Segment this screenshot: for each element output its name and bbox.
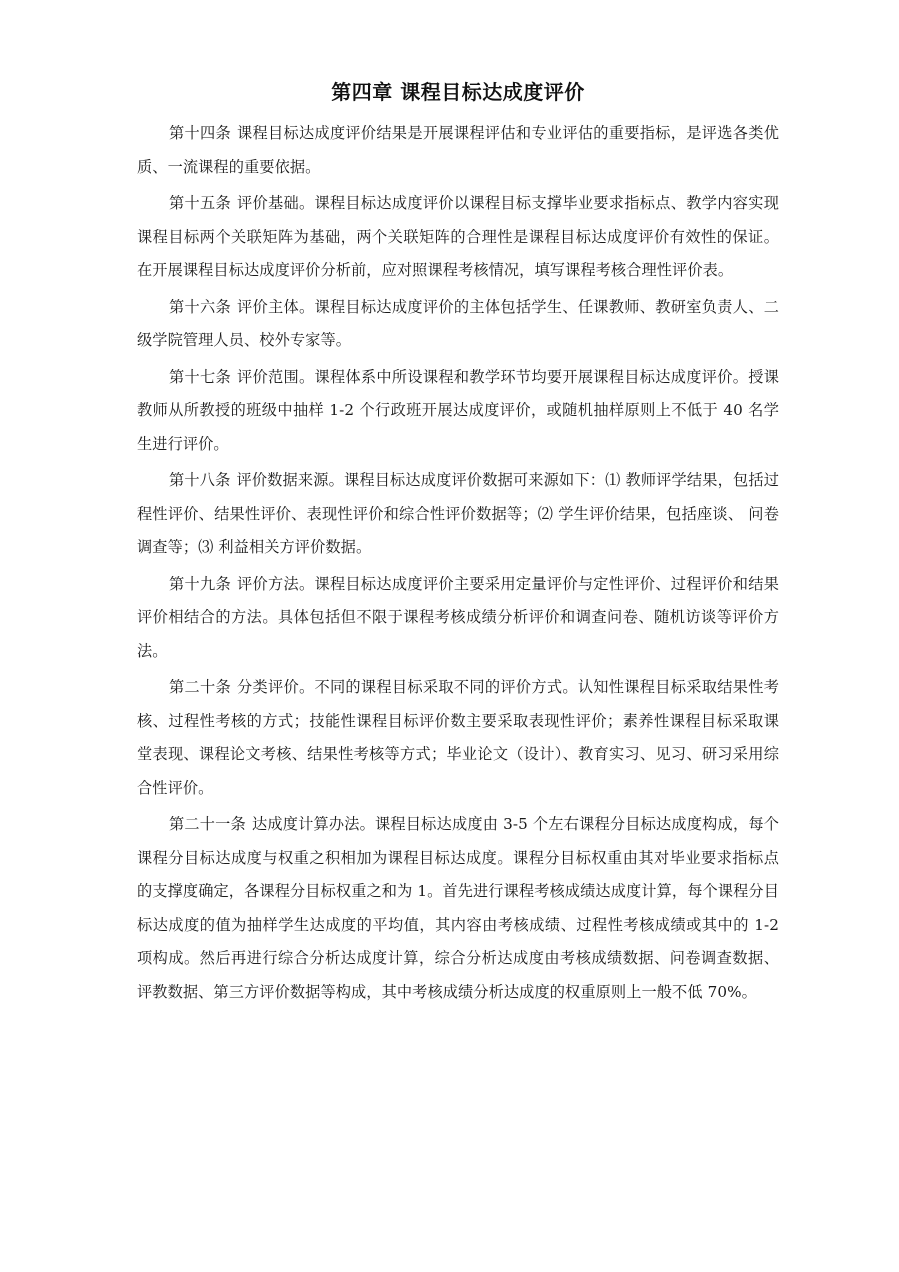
article-14 <box>137 117 779 184</box>
article-number: 第十六条 <box>169 297 231 316</box>
article-number: 第十五条 <box>169 194 231 212</box>
article-18 <box>137 464 779 565</box>
article-16 <box>137 291 779 358</box>
article-number: 第十四条 <box>169 124 231 142</box>
article-text: 课程目标达成度评价结果是开展课程评估和专业评估的重要指标，是评选各类优质、一流课程的重要依据。 <box>137 124 780 176</box>
article-number: 第十七条 <box>169 367 231 386</box>
document-page <box>137 76 779 1012</box>
article-number: 第二十条 <box>169 678 231 696</box>
article-number: 第十八条 <box>169 471 231 489</box>
article-text: 评价主体。课程目标达成度评价的主体包括学生、任课教师、教研室负责人、二级学院管理人员、校外专家等。 <box>137 297 780 349</box>
article-19 <box>137 568 779 669</box>
article-20 <box>137 671 779 805</box>
article-text: 分类评价。不同的课程目标采取不同的评价方式。认知性课程目标采取结果性考核、过程性考核的方式；技能性课程目标评价数主要采取表现性评价；素养性课程目标采取课堂表现、课程论文考核、结果性考核等方式；毕业论文（设计）、教育实习、见习、研习采用综合性评价。 <box>137 678 780 797</box>
article-text: 评价范围。课程体系中所设课程和教学环节均要开展课程目标达成度评价。授课教师从所教授的班级中抽样 1-2 个行政班开展达成度评价，或随机抽样原则上不低于 40 名学生进行评价。 <box>137 367 780 453</box>
article-number: 第十九条 <box>169 574 231 593</box>
article-text: 达成度计算办法。课程目标达成度由 3-5 个左右课程分目标达成度构成，每个课程分目标达成度与权重之积相加为课程目标达成度。课程分目标权重由其对毕业要求指标点的支撑度确定，各课程分目标权重之和为 1。首先进行课程考核成绩达成度计算，每个课程分目标达成度的值为抽样学生达成度的平均值，其内容由考核成绩、过程性考核成绩或其中的 1-2 项构成。然后再进行综合分析达成度计算，综合分析达成度由考核成绩数据、问卷调查数据、评教数据、第三方评价数据等构成，其中考核成绩分析达成度的权重原则上一般不低 70%。 <box>137 815 780 1001</box>
article-17 <box>137 361 779 462</box>
chapter-title: 第四章 课程目标达成度评价 <box>331 80 585 104</box>
article-text: 评价基础。课程目标达成度评价以课程目标支撑毕业要求指标点、教学内容实现课程目标两个关联矩阵为基础，两个关联矩阵的合理性是课程目标达成度评价有效性的保证。在开展课程目标达成度评价分析前，应对照课程考核情况，填写课程考核合理性评价表。 <box>137 194 780 279</box>
article-15 <box>137 187 779 288</box>
article-text: 评价数据来源。课程目标达成度评价数据可来源如下：⑴ 教师评学结果，包括过程性评价、结果性评价、表现性评价和综合性评价数据等；⑵ 学生评价结果，包括座谈、 问卷调查等；⑶ 利益相关方评价数据。 <box>137 471 779 556</box>
article-text: 评价方法。课程目标达成度评价主要采用定量评价与定性评价、过程评价和结果评价相结合的方法。具体包括但不限于课程考核成绩分析评价和调查问卷、随机访谈等评价方法。 <box>137 574 780 660</box>
article-21 <box>137 808 779 1009</box>
article-number: 第二十一条 <box>169 815 246 833</box>
